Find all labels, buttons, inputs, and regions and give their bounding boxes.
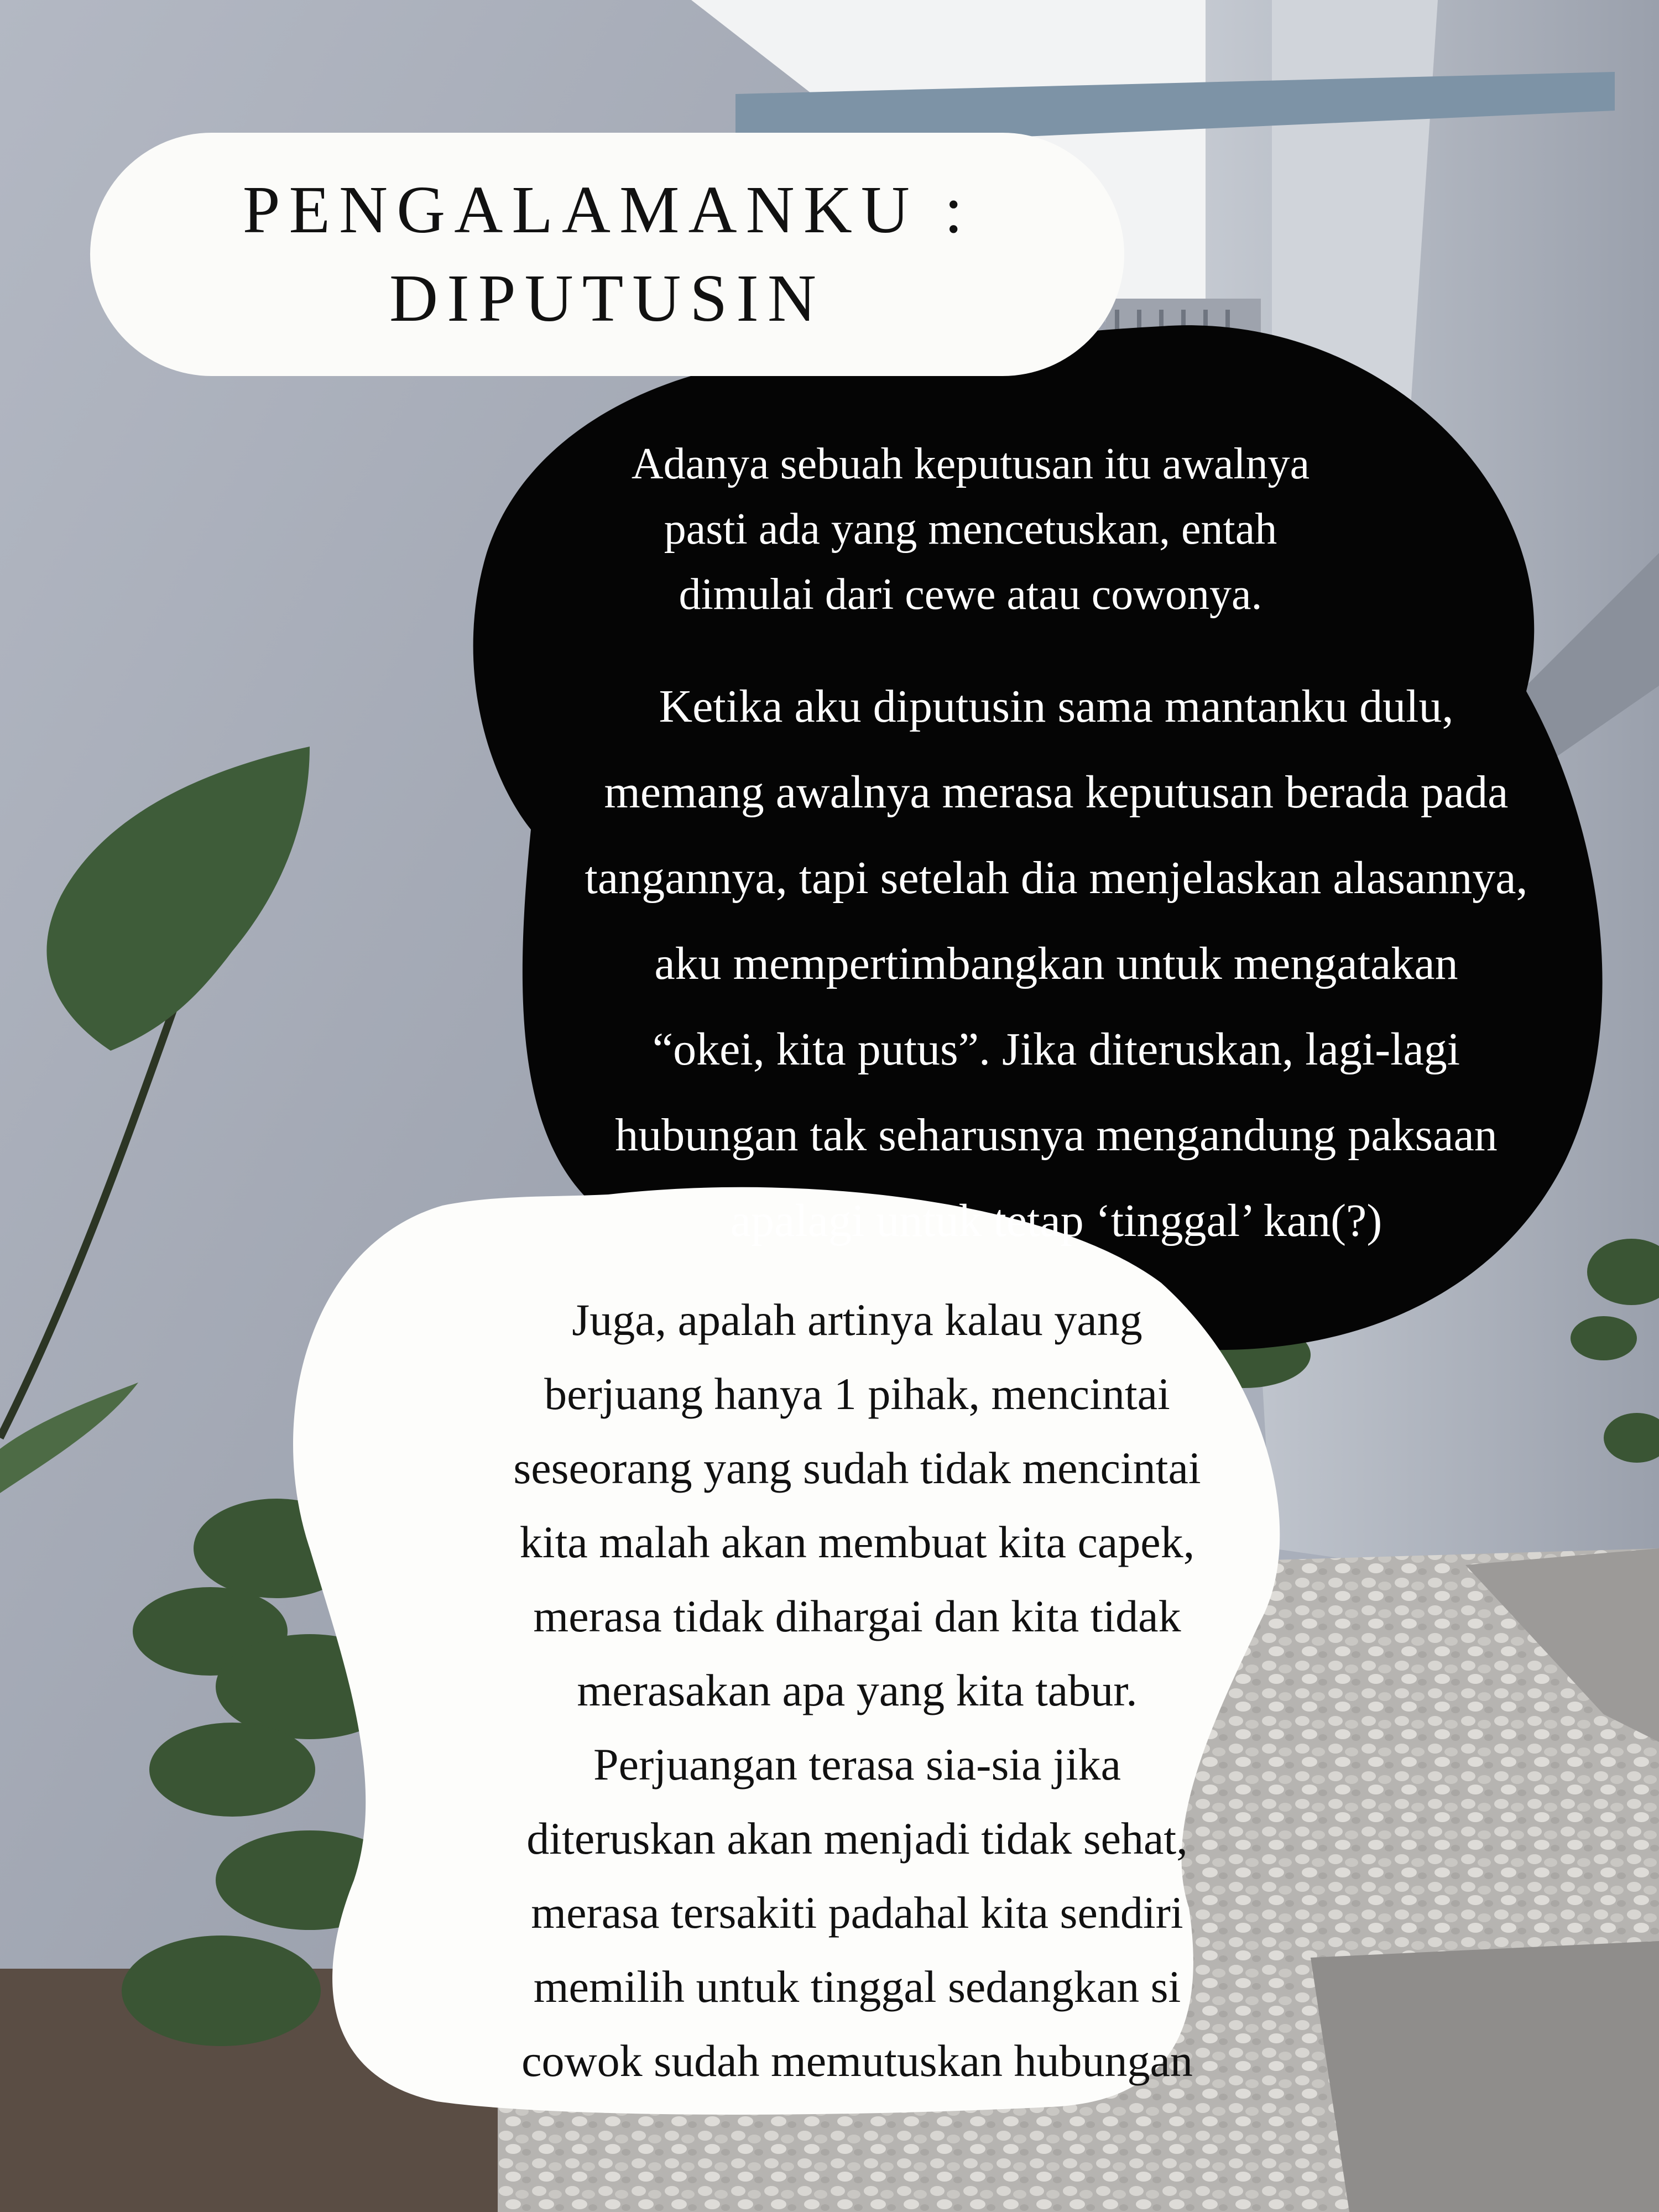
text-line: berjuang hanya 1 pihak, mencintai — [544, 1369, 1170, 1419]
text-line: merasakan apa yang kita tabur. — [577, 1665, 1138, 1715]
text-line: kita malah akan membuat kita capek, — [519, 1517, 1195, 1567]
text-line: seseorang yang sudah tidak mencintai — [513, 1443, 1201, 1493]
text-line: Adanya sebuah keputusan itu awalnya — [631, 440, 1310, 488]
text-line: merasa tidak dihargai dan kita tidak — [533, 1591, 1181, 1641]
text-line: Juga, apalah artinya kalau yang — [572, 1295, 1142, 1345]
text-line: “okei, kita putus”. Jika diteruskan, lagi-lagi — [652, 1024, 1460, 1075]
text-line: merasa tersakiti padahal kita sendiri — [531, 1887, 1183, 1938]
text-line: diteruskan akan menjadi tidak sehat, — [526, 1813, 1188, 1864]
black-blob-paragraph-1 — [514, 431, 1427, 627]
white-blob-paragraph — [332, 1283, 1383, 2098]
text-line: pasti ada yang mencetuskan, entah — [664, 505, 1277, 554]
page-title — [90, 138, 1124, 371]
title-line-2: DIPUTUSIN — [389, 261, 825, 336]
text-line: apalagi untuk tetap ‘tinggal’ kan(?) — [730, 1195, 1383, 1246]
text-line: Perjuangan terasa sia-sia jika — [593, 1739, 1121, 1790]
text-line: tangannya, tapi setelah dia menjelaskan alasannya, — [585, 852, 1528, 904]
text-line: memang awalnya merasa keputusan berada pada — [604, 766, 1509, 818]
text-line: hubungan tak seharusnya mengandung paksaan — [615, 1109, 1498, 1161]
text-line: cowok sudah memutuskan hubungan — [521, 2036, 1193, 2086]
black-blob-paragraph-2 — [509, 664, 1604, 1264]
text-line: aku mempertimbangkan untuk mengatakan — [654, 938, 1458, 989]
text-line: memilih untuk tinggal sedangkan si — [533, 1961, 1181, 2012]
text-line: dimulai dari cewe atau cowonya. — [679, 570, 1262, 619]
text-line: Ketika aku diputusin sama mantanku dulu, — [659, 681, 1454, 732]
title-line-1: PENGALAMANKU : — [242, 173, 972, 247]
